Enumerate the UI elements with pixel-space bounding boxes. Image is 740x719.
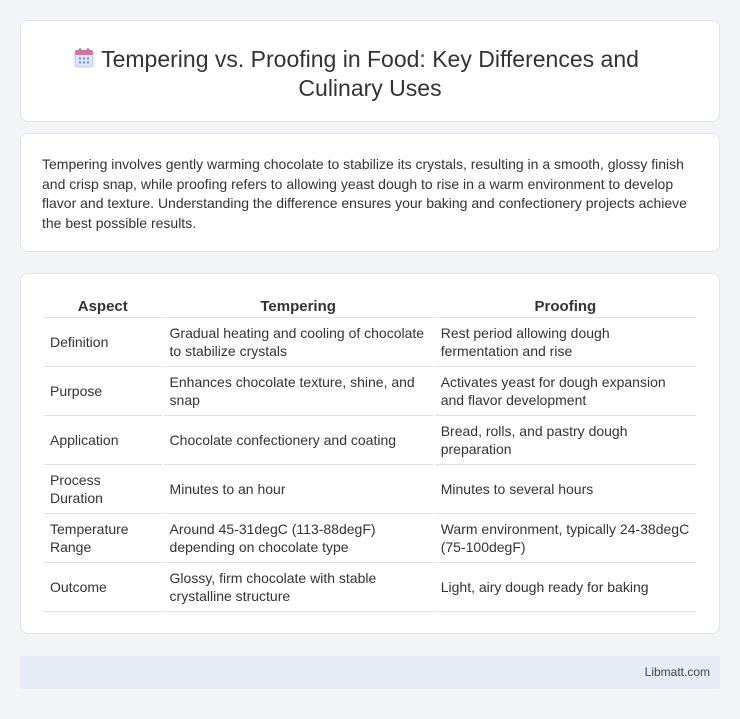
proofing-cell: Activates yeast for dough expansion and flavor development: [435, 367, 696, 416]
aspect-cell: Temperature Range: [44, 514, 162, 563]
tempering-cell: Chocolate confectionery and coating: [164, 416, 433, 465]
aspect-cell: Process Duration: [44, 465, 162, 514]
proofing-cell: Rest period allowing dough fermentation and rise: [435, 318, 696, 367]
column-header-proofing: Proofing: [435, 296, 696, 318]
table-row: [44, 416, 696, 465]
table-header-row: [44, 296, 696, 318]
table-row: [44, 318, 696, 367]
comparison-table: [42, 296, 698, 612]
intro-card: [20, 133, 720, 252]
table-row: [44, 367, 696, 416]
proofing-cell: Bread, rolls, and pastry dough preparation: [435, 416, 696, 465]
aspect-cell: Purpose: [44, 367, 162, 416]
comparison-card: [20, 273, 720, 634]
aspect-cell: Definition: [44, 318, 162, 367]
footer-brand-link[interactable]: Libmatt.com: [644, 665, 710, 679]
column-header-tempering: Tempering: [164, 296, 433, 318]
table-row: [44, 465, 696, 514]
tempering-cell: Minutes to an hour: [164, 465, 433, 514]
tempering-cell: Enhances chocolate texture, shine, and snap: [164, 367, 433, 416]
tempering-cell: Glossy, firm chocolate with stable crystalline structure: [164, 563, 433, 612]
table-row: [44, 563, 696, 612]
column-header-aspect: Aspect: [44, 296, 162, 318]
proofing-cell: Light, airy dough ready for baking: [435, 563, 696, 612]
aspect-cell: Outcome: [44, 563, 162, 612]
header-card: [20, 20, 720, 122]
footer-bar: [20, 656, 720, 689]
tempering-cell: Around 45-31degC (113-88degF) depending on chocolate type: [164, 514, 433, 563]
table-row: [44, 514, 696, 563]
proofing-cell: Minutes to several hours: [435, 465, 696, 514]
aspect-cell: Application: [44, 416, 162, 465]
page-title: Tempering vs. Proofing in Food: Key Differences and Culinary Uses: [101, 46, 639, 101]
tempering-cell: Gradual heating and cooling of chocolate to stabilize crystals: [164, 318, 433, 367]
proofing-cell: Warm environment, typically 24-38degC (75-100degF): [435, 514, 696, 563]
intro-paragraph: Tempering involves gently warming chocolate to stabilize its crystals, resulting in a smooth, glossy finish and crisp snap, while proofing refers to allowing yeast dough to rise in a warm environment to develop flavor and texture. Understanding the difference ensures your baking and confectionery projects achieve the best possible results.: [42, 156, 687, 231]
